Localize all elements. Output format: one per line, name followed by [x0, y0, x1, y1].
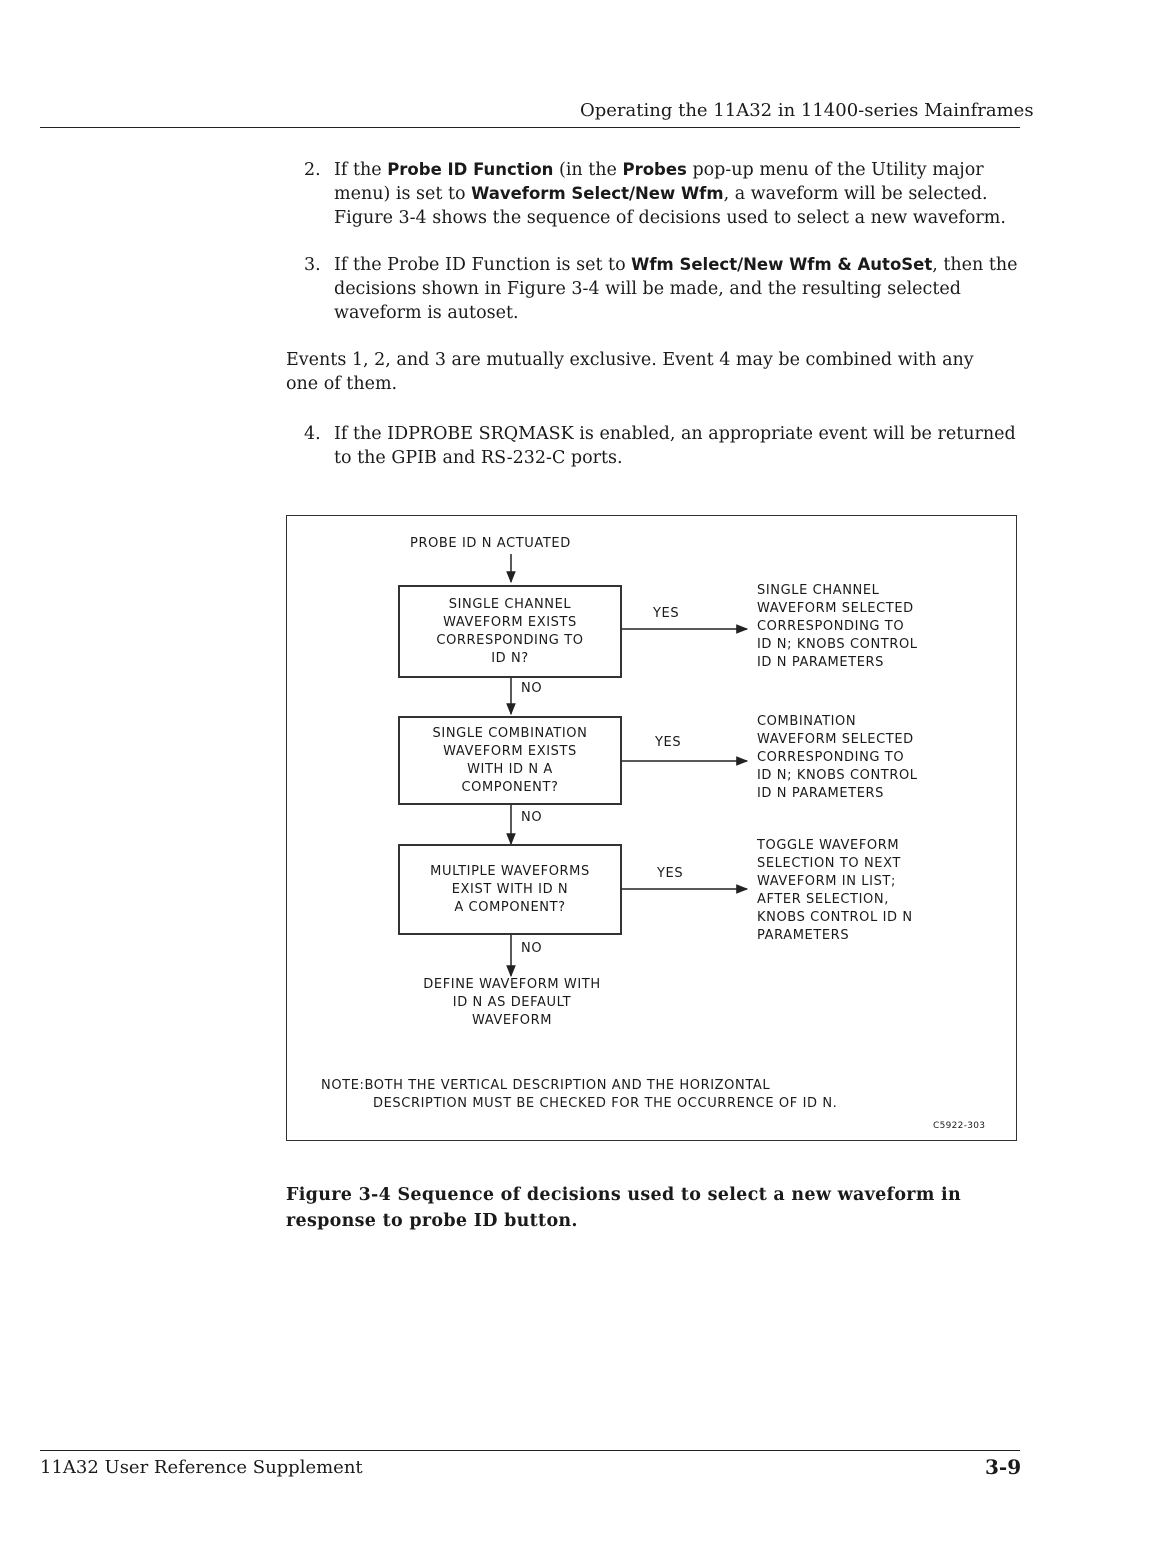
- list-item-number: 2.: [304, 160, 321, 180]
- list-item-number: 3.: [304, 255, 321, 275]
- list-item-2: [304, 158, 1034, 233]
- list-item-4: [304, 422, 1034, 472]
- list-item-text: If the IDPROBE SRQMASK is enabled, an appropriate event will be returned to the GPIB and RS-232-C ports.: [334, 424, 1016, 468]
- result-single-channel: SINGLE CHANNEL WAVEFORM SELECTED CORRESPONDING TO ID N; KNOBS CONTROL ID N PARAMETERS: [757, 583, 918, 670]
- footer-rule: [40, 1450, 1020, 1451]
- decision-box-single-channel: [398, 585, 622, 678]
- emphasis-probe-id-function: Probe ID Function: [387, 160, 554, 179]
- list-item-text: [334, 158, 1024, 230]
- figure-box: [286, 515, 1017, 1141]
- events-paragraph: Events 1, 2, and 3 are mutually exclusive. Event 4 may be combined with any one of them.: [286, 350, 974, 394]
- figure-code: C5922-303: [933, 1121, 986, 1131]
- no-label-3: NO: [521, 941, 543, 956]
- text-run: If the: [334, 160, 388, 180]
- figure-caption: Figure 3-4 Sequence of decisions used to select a new waveform in response to probe ID button.: [286, 1185, 962, 1231]
- no-label-2: NO: [521, 810, 543, 825]
- decision-text: SINGLE COMBINATION WAVEFORM EXISTS WITH ID N A COMPONENT?: [432, 725, 588, 795]
- emphasis-probes: Probes: [622, 160, 687, 179]
- yes-label-3: YES: [657, 866, 684, 881]
- yes-label-2: YES: [655, 735, 682, 750]
- list-item-number: 4.: [304, 424, 321, 444]
- text-run: If the Probe ID Function is set to: [334, 255, 632, 275]
- emphasis-waveform-select: Waveform Select/New Wfm: [471, 184, 724, 203]
- decision-text: MULTIPLE WAVEFORMS EXIST WITH ID N A COMPONENT?: [430, 863, 590, 915]
- yes-label-1: YES: [653, 606, 680, 621]
- page-header-title: Operating the 11A32 in 11400-series Mainframes: [580, 100, 1034, 121]
- text-run: pop-up menu of the Utility major menu) is set to: [334, 160, 984, 204]
- figure-note-line2: DESCRIPTION MUST BE CHECKED FOR THE OCCURRENCE OF ID N.: [373, 1096, 838, 1111]
- list-item-text: [334, 253, 1024, 325]
- result-combination: COMBINATION WAVEFORM SELECTED CORRESPONDING TO ID N; KNOBS CONTROL ID N PARAMETERS: [757, 714, 918, 801]
- result-toggle-waveform: TOGGLE WAVEFORM SELECTION TO NEXT WAVEFORM IN LIST; AFTER SELECTION, KNOBS CONTROL ID N PARAMETERS: [757, 838, 913, 943]
- text-run: , a waveform will be selected. Figure 3-4 shows the sequence of decisions used to select a new waveform.: [334, 184, 1006, 228]
- decision-text: SINGLE CHANNEL WAVEFORM EXISTS CORRESPONDING TO ID N?: [436, 596, 584, 666]
- emphasis-wfm-select-autoset: Wfm Select/New Wfm & AutoSet: [631, 255, 933, 274]
- no-label-1: NO: [521, 681, 543, 696]
- decision-box-single-combination: [398, 716, 622, 805]
- text-run: , then the decisions shown in Figure 3-4 will be made, and the resulting selected waveform is autoset.: [334, 255, 1018, 323]
- decision-box-multiple-waveforms: [398, 844, 622, 935]
- list-item-3: [304, 253, 1034, 328]
- flowchart-end: DEFINE WAVEFORM WITH ID N AS DEFAULT WAVEFORM: [423, 977, 601, 1028]
- footer-page-number: 3-9: [985, 1455, 1022, 1479]
- footer-document-title: 11A32 User Reference Supplement: [40, 1457, 363, 1478]
- figure-note-line1: NOTE:BOTH THE VERTICAL DESCRIPTION AND THE HORIZONTAL: [321, 1078, 771, 1093]
- text-run: (in the: [553, 160, 623, 180]
- header-rule: [40, 127, 1020, 128]
- flowchart-start: PROBE ID N ACTUATED: [410, 536, 571, 551]
